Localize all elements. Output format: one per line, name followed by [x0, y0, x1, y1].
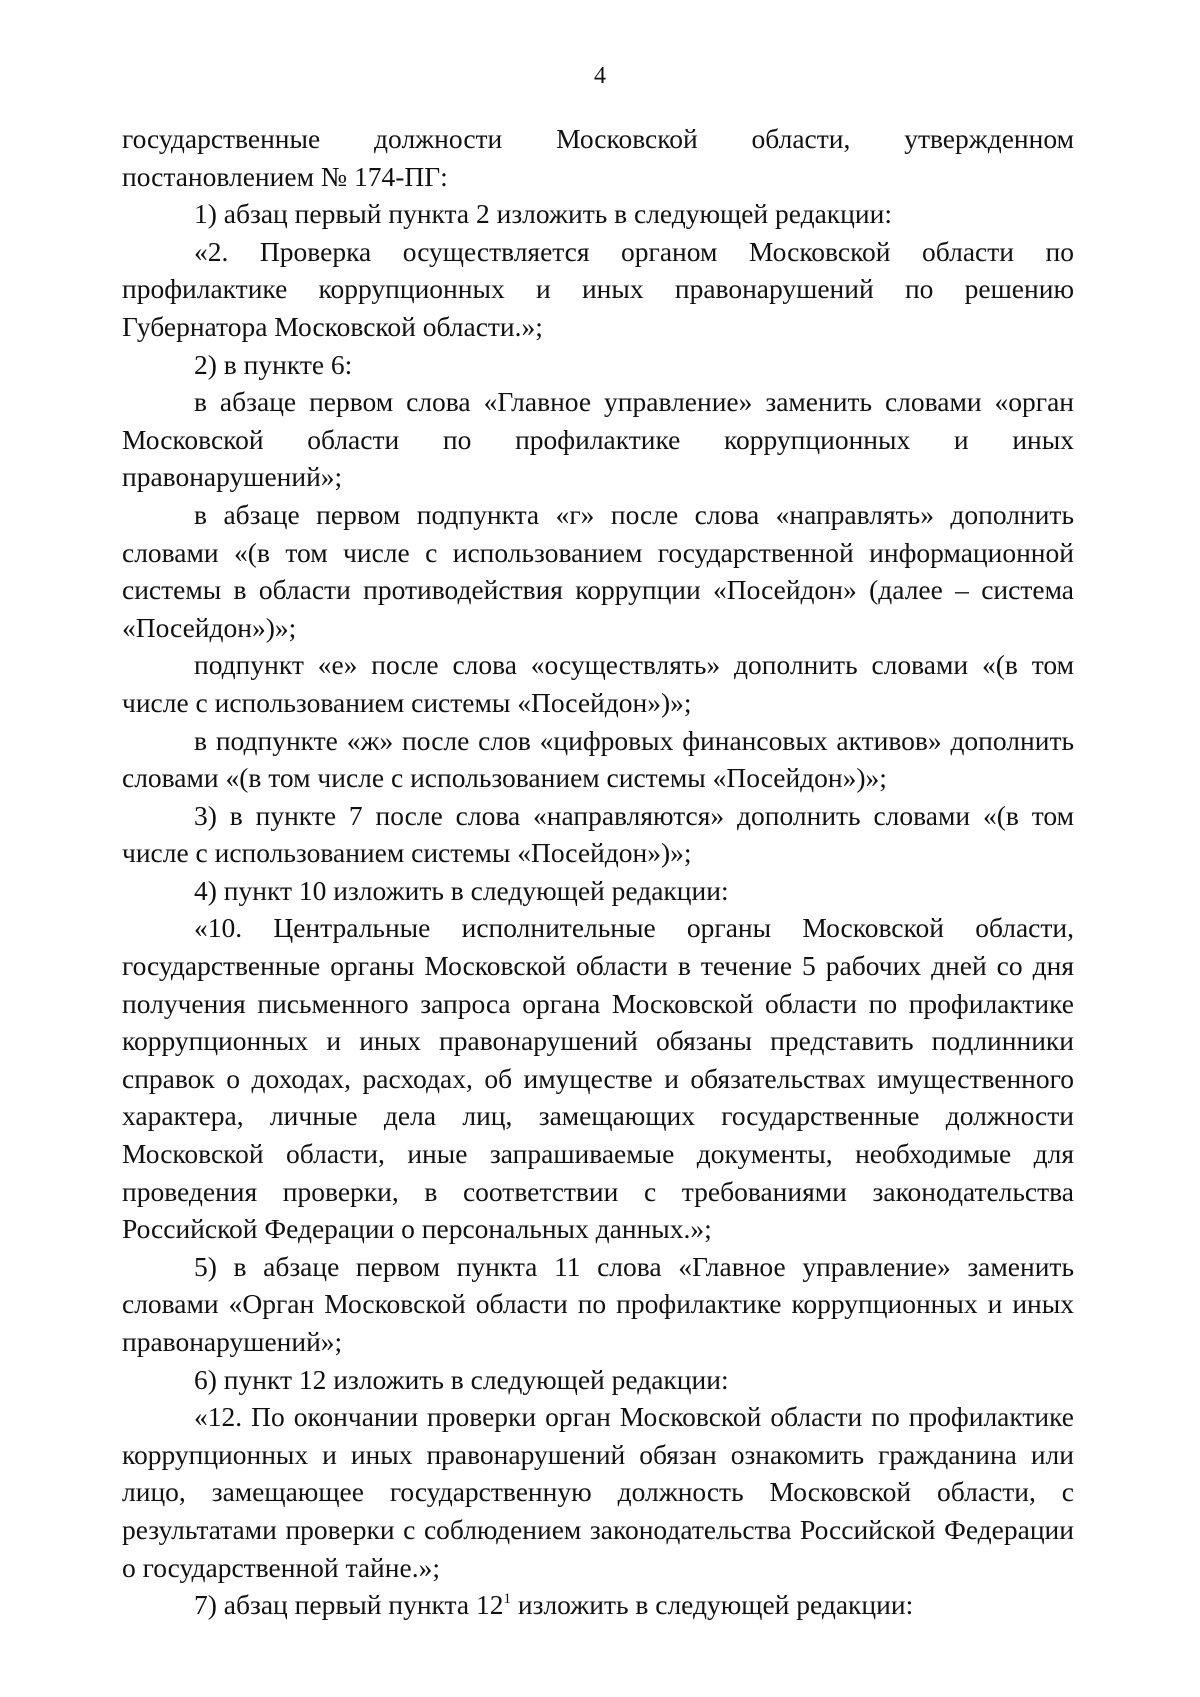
paragraph-last: [122, 1586, 1074, 1624]
paragraph: подпункт «е» после слова «осуществлять» дополнить словами «(в том числе с использованием системы «Посейдон»)»;: [122, 649, 1074, 718]
paragraph: в подпункте «ж» после слов «цифровых финансовых активов» дополнить словами «(в том числе с использованием системы «Посейдон»)»;: [122, 724, 1074, 794]
paragraph: 5) в абзаце первом пункта 11 слова «Главное управление» заменить словами «Орган Московской области по профилактике коррупционных и иных правонарушений»;: [122, 1250, 1074, 1357]
superscript-index: 1: [503, 1591, 511, 1608]
paragraph-last-text-end: изложить в следующей редакции:: [510, 1589, 914, 1621]
paragraph: 4) пункт 10 изложить в следующей редакции:: [194, 874, 729, 906]
document-body: [122, 120, 1074, 1624]
paragraph: 3) в пункте 7 после слова «направляются» дополнить словами «(в том числе с использованием системы «Посейдон»)»;: [122, 799, 1074, 869]
paragraph: «12. По окончании проверки орган Московской области по профилактике коррупционных и иных правонарушений обязан ознакомить гражданина или лицо, замещающее государственную должность Московской области, с результатами проверки с соблюдением законодательства Российской Федерации о государственной тайне.»;: [122, 1401, 1074, 1583]
paragraph: в абзаце первом подпункта «г» после слова «направлять» дополнить словами «(в том числе с использованием государственной информационной системы в области противодействия коррупции «Посейдон» (далее – система «Посейдон»)»;: [122, 498, 1074, 643]
paragraph: государственные должности Московской области, утвержденном постановлением № 174-ПГ:: [122, 123, 1074, 192]
paragraph: «10. Центральные исполнительные органы Московской области, государственные органы Московской области в течение 5 рабочих дней со дня получения письменного запроса органа Московской области по профилактике коррупционных и иных правонарушений обязаны представить подлинники справок о доходах, расходах, об имуществе и обязательствах имущественного характера, личные дела лиц, замещающих государственные должности Московской области, иные запрашиваемые документы, необходимые для проведения проверки, в соответствии с требованиями законодательства Российской Федерации о персональных данных.»;: [122, 912, 1074, 1245]
paragraph: 2) в пункте 6:: [194, 348, 353, 380]
page-number: 4: [594, 63, 606, 89]
paragraph: 6) пункт 12 изложить в следующей редакции:: [194, 1363, 729, 1395]
paragraph-last-text: 7) абзац первый пункта 12: [194, 1589, 504, 1621]
paragraph: «2. Проверка осуществляется органом Московской области по профилактике коррупционных и иных правонарушений по решению Губернатора Московской области.»;: [122, 235, 1074, 342]
paragraph: в абзаце первом слова «Главное управление» заменить словами «орган Московской области по профилактике коррупционных и иных правонарушений»;: [122, 386, 1074, 493]
paragraph: 1) абзац первый пункта 2 изложить в следующей редакции:: [194, 198, 892, 230]
